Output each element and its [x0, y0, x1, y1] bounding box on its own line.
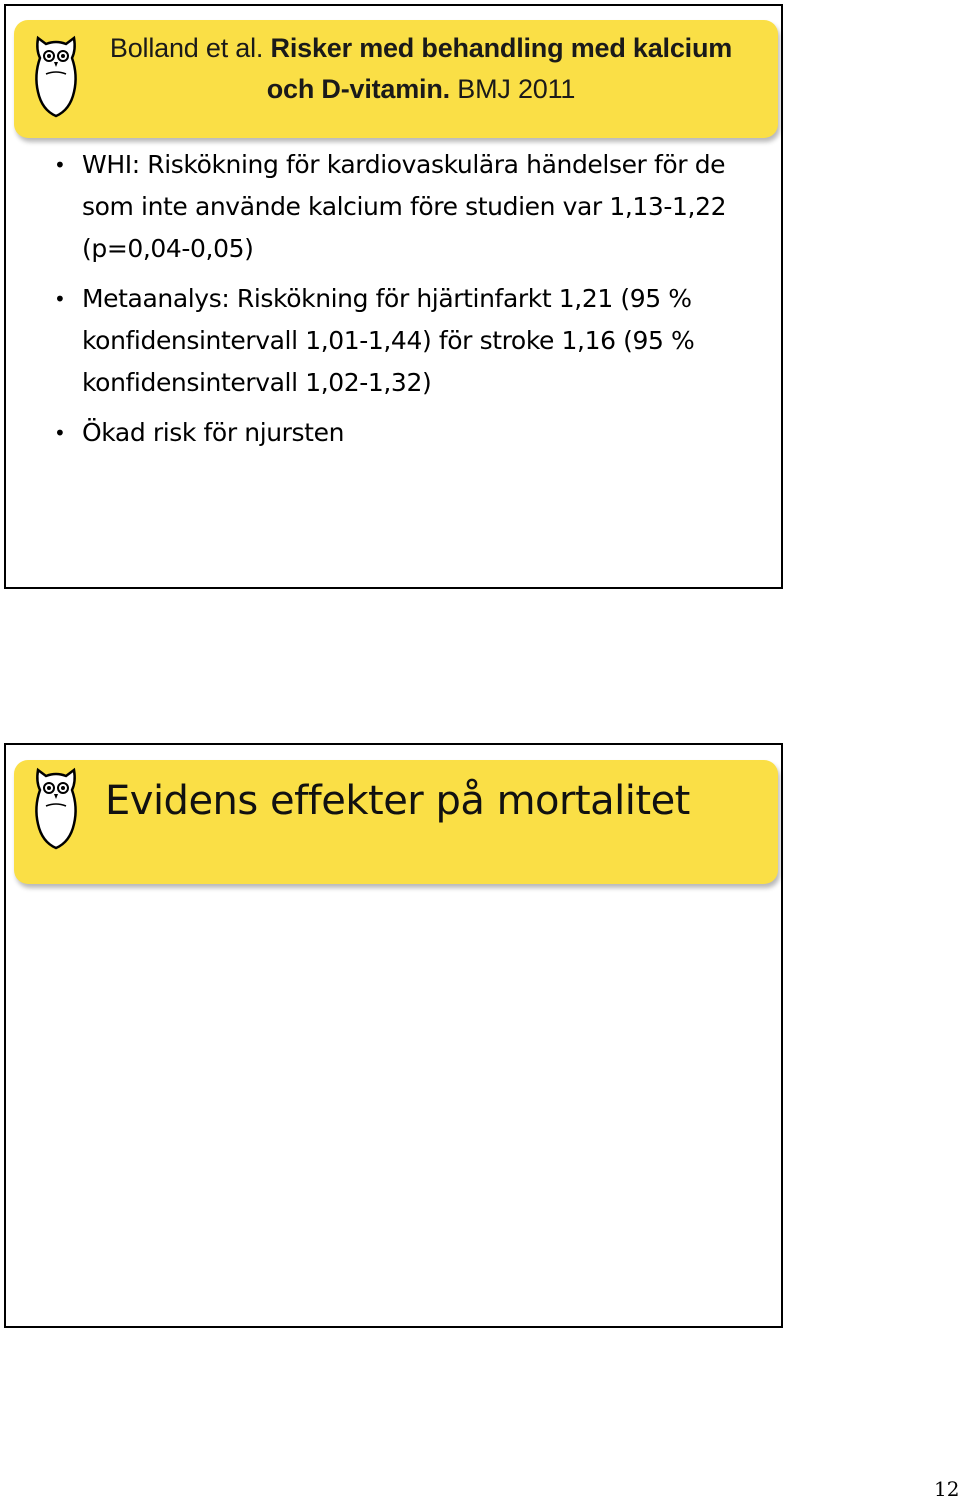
bullet-item: • WHI: Riskökning för kardiovaskulära händelser för de som inte använde kalcium före studien var 1,13-1,22 (p=0,04-0,05) [54, 150, 727, 263]
bullet-text: Ökad risk för njursten [82, 418, 345, 447]
slide-2-title: Evidens effekter på mortalitet [105, 778, 690, 824]
title-authors: Bolland et al. [109, 33, 264, 63]
slide-1-title [96, 28, 746, 110]
owl-icon [32, 30, 80, 120]
slide-2 [4, 743, 783, 1328]
slide-1 [4, 4, 783, 589]
bullet-item: • Metaanalys: Riskökning för hjärtinfarkt 1,21 (95 % konfidensintervall 1,01-1,44) för stroke 1,16 (95 % konfidensintervall 1,02-1,32) [54, 284, 695, 397]
bullet-list [54, 144, 754, 462]
page-number: 12 [934, 1477, 960, 1501]
bullet-text: Metaanalys: Riskökning för hjärtinfarkt 1,21 (95 % konfidensintervall 1,01-1,44) för stroke 1,16 (95 % konfidensintervall 1,02-1,32) [82, 284, 695, 397]
bullet-text: WHI: Riskökning för kardiovaskulära händelser för de som inte använde kalcium före studien var 1,13-1,22 (p=0,04-0,05) [82, 150, 727, 263]
bullet-item: • Ökad risk för njursten [54, 418, 345, 447]
title-source: BMJ 2011 [457, 74, 576, 104]
title-subject: Risker med behandling med kalcium och D-vitamin. [266, 33, 733, 104]
owl-icon [32, 762, 80, 852]
